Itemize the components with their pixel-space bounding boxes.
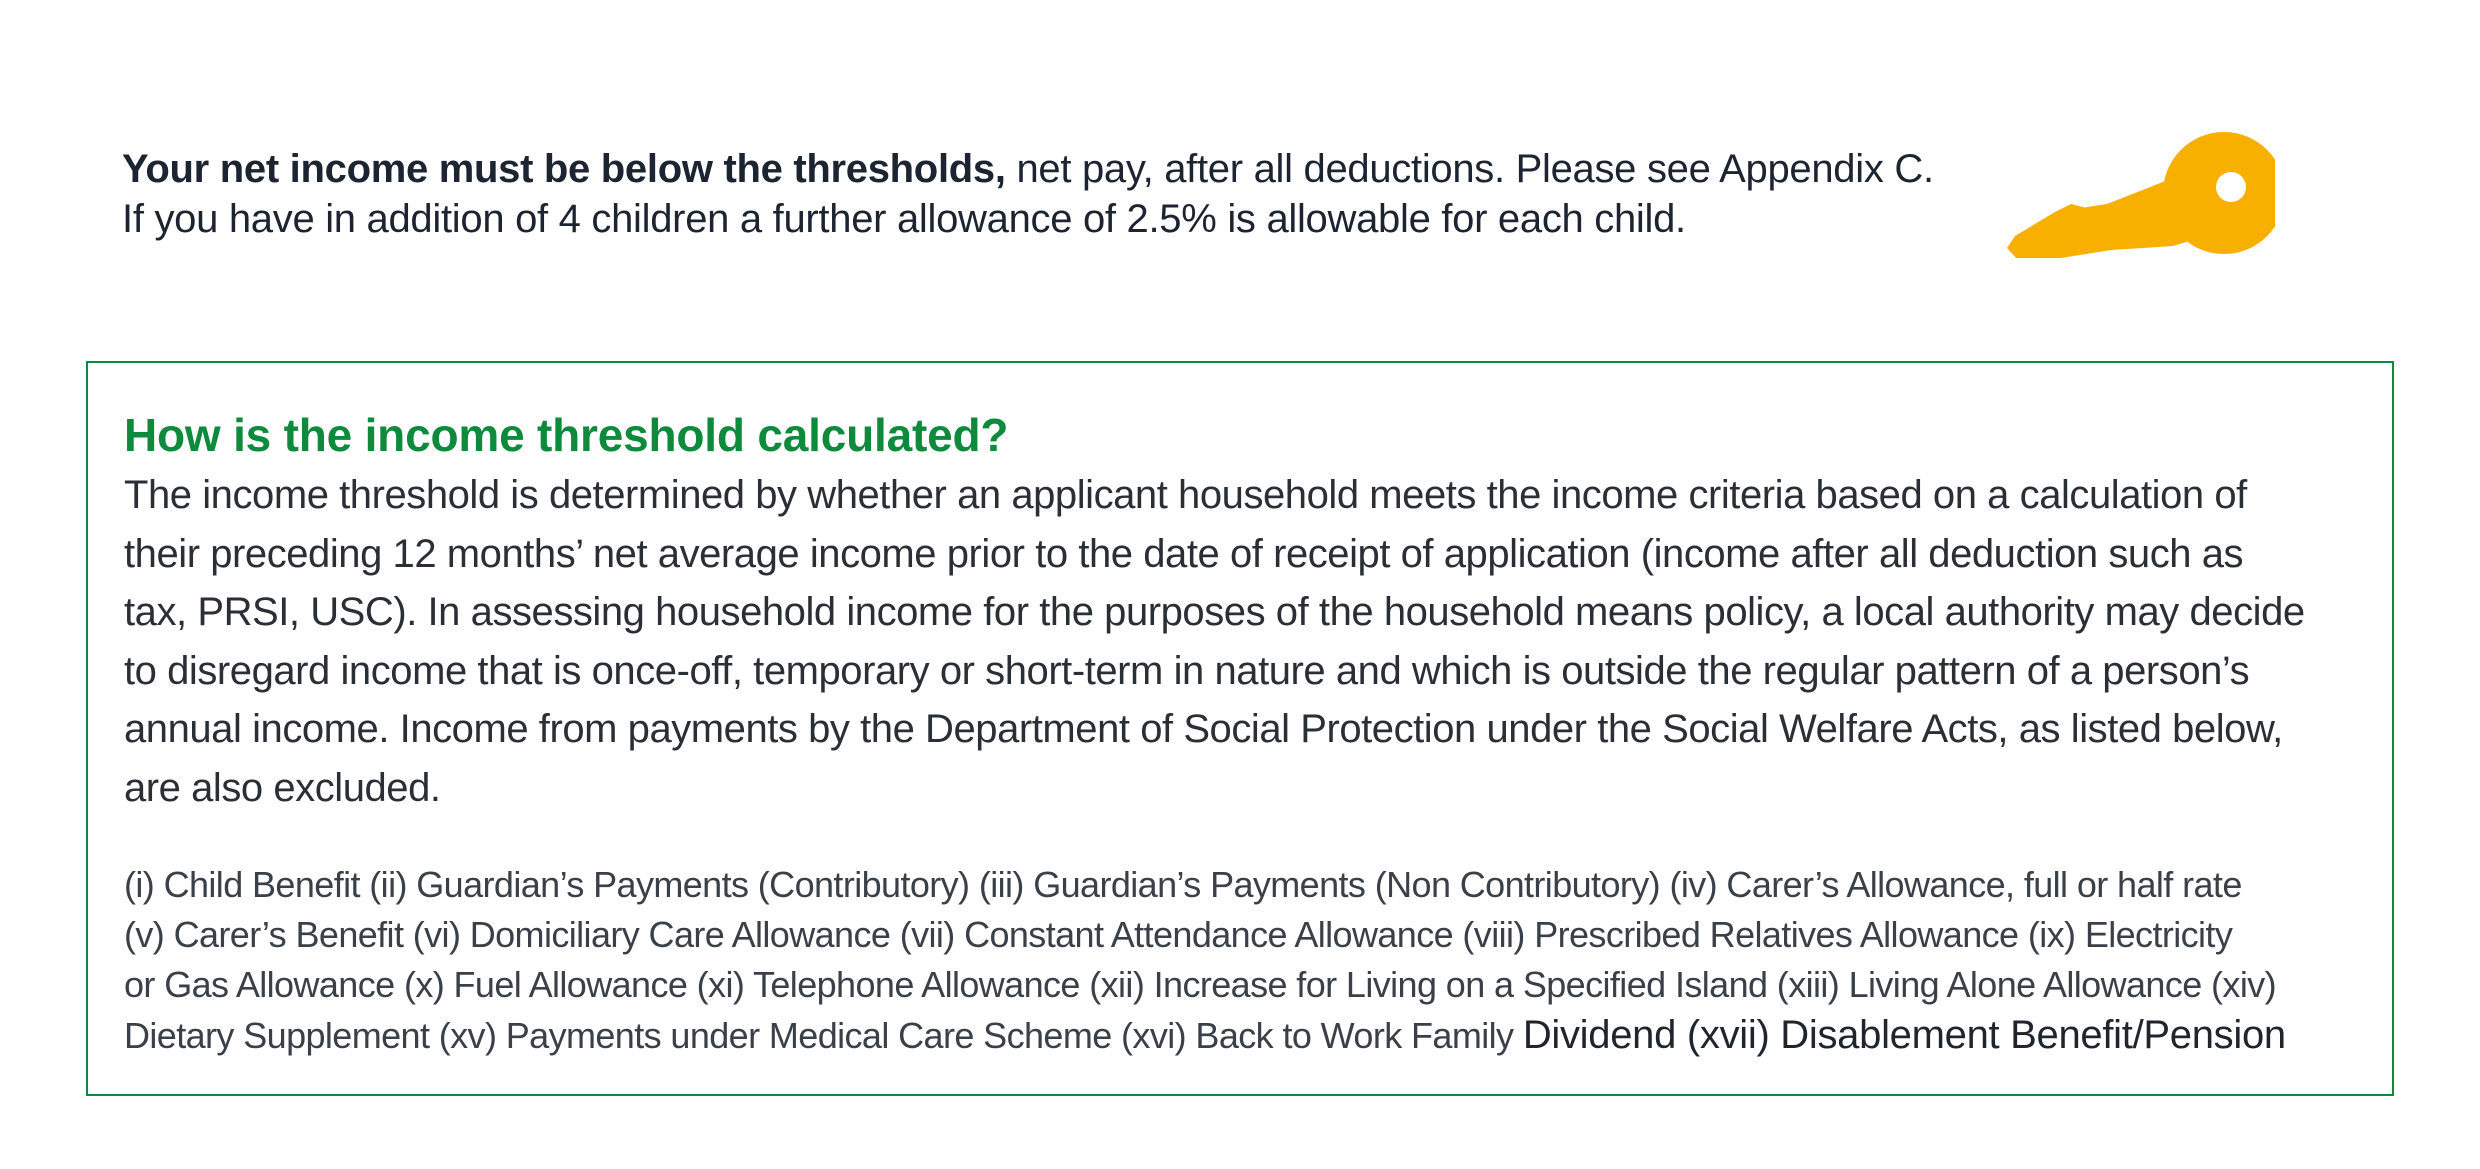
description-line: annual income. Income from payments by the Department of Social Protection under the Social Welfare Acts, as listed below, [124,707,2283,751]
description-line: tax, PRSI, USC). In assessing household income for the purposes of the household means policy, a local authority may decide [124,590,2305,634]
excluded-payments-last-part-a: Dietary Supplement (xv) Payments under Medical Care Scheme (xvi) Back to Work Family [124,1015,1523,1056]
excluded-payments-list [124,860,2374,1061]
income-threshold-panel [86,361,2394,1096]
intro-text [122,144,1962,244]
panel-title: How is the income threshold calculated? [124,409,1009,461]
intro-line-2: If you have in addition of 4 children a further allowance of 2.5% is allowable for each child. [122,197,1686,241]
excluded-payments-line [124,1010,2374,1061]
excluded-payments-last-part-b: Dividend (xvii) Disablement Benefit/Pension [1522,1013,2286,1057]
excluded-payments-line: (i) Child Benefit (ii) Guardian’s Payments (Contributory) (iii) Guardian’s Payments (Non Contributory) (iv) Carer’s Allowance, full or half rate [124,864,2242,905]
excluded-payments-line: or Gas Allowance (x) Fuel Allowance (xi) Telephone Allowance (xii) Increase for Living on a Specified Island (xiii) Living Alone Allowance (xiv) [124,964,2277,1005]
panel-description [124,466,2374,817]
intro-bold-lead: Your net income must be below the thresholds, [122,147,1006,191]
intro-line-1-rest: net pay, after all deductions. Please see Appendix C. [1005,147,1934,191]
description-line: their preceding 12 months’ net average income prior to the date of receipt of application (income after all deduction such as [124,531,2244,576]
description-line: to disregard income that is once-off, temporary or short-term in nature and which is outside the regular pattern of a person’s [124,648,2250,693]
excluded-payments-line: (v) Carer’s Benefit (vi) Domiciliary Care Allowance (vii) Constant Attendance Allowance (viii) Prescribed Relatives Allowance (ix) Electricity [124,914,2233,955]
key-icon [1995,128,2275,258]
description-line: The income threshold is determined by whether an applicant household meets the income criteria based on a calculation of [124,473,2247,517]
intro-line-1 [122,144,1962,194]
description-line: are also excluded. [124,765,441,810]
